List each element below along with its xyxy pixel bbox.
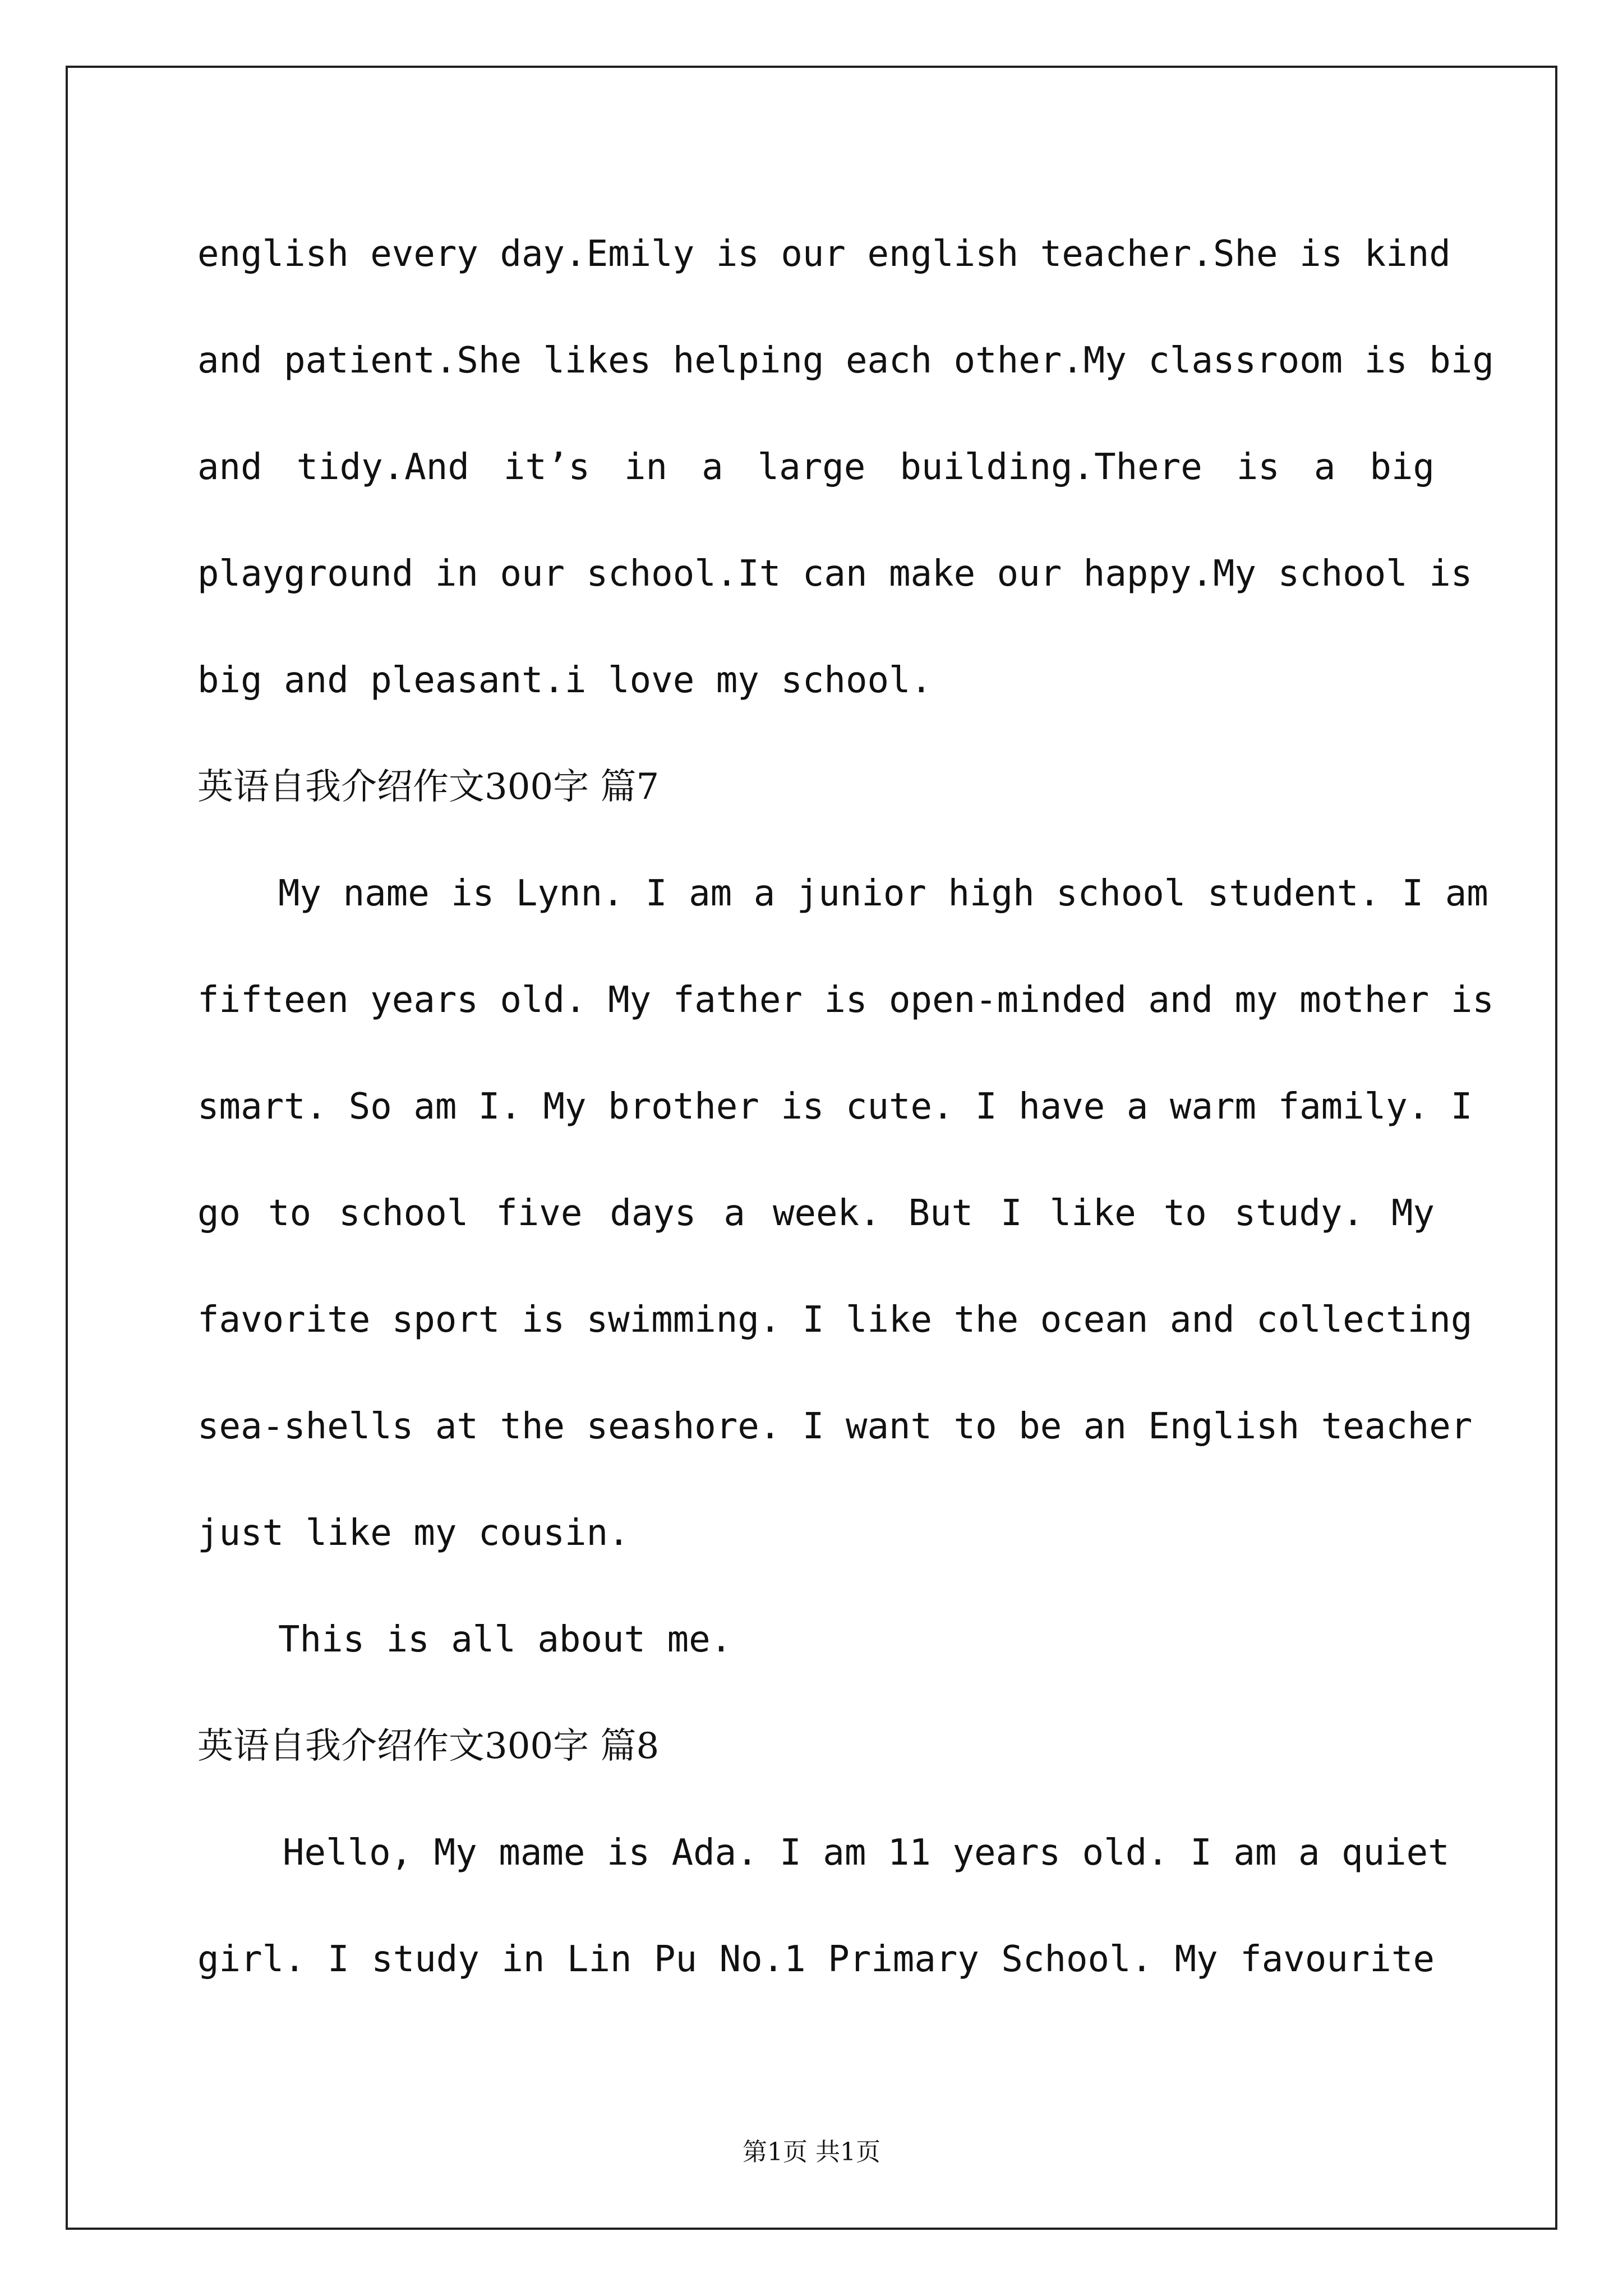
paragraph-line: This is all about me. xyxy=(278,1619,732,1660)
page-footer: 第1页 共1页 xyxy=(743,2138,880,2166)
paragraph-line: My name is Lynn. I am a junior high school student. I am xyxy=(278,873,1488,914)
paragraph-line: go to school five days a week. But I like to study. My xyxy=(197,1193,1435,1234)
paragraph-line: sea-shells at the seashore. I want to be an English teacher xyxy=(197,1406,1473,1447)
paragraph-line: english every day.Emily is our english teacher.She is kind xyxy=(197,233,1451,275)
paragraph-line: playground in our school.It can make our happy.My school is xyxy=(197,553,1473,595)
section-heading-7: 英语自我介绍作文300字 篇7 xyxy=(197,766,660,808)
paragraph-line: and tidy.And it’s in a large building.There is a big xyxy=(197,447,1435,488)
paragraph-line: and patient.She likes helping each other.My classroom is big xyxy=(197,340,1494,381)
paragraph-line: Hello, My mame is Ada. I am 11 years old. I am a quiet xyxy=(283,1832,1450,1874)
document-body xyxy=(197,201,1494,2013)
paragraph-line: girl. I study in Lin Pu No.1 Primary School. My favourite xyxy=(197,1939,1435,1980)
paragraph-line: just like my cousin. xyxy=(197,1512,630,1554)
paragraph-line: fifteen years old. My father is open-minded and my mother is xyxy=(197,979,1494,1021)
section-heading-8: 英语自我介绍作文300字 篇8 xyxy=(197,1726,660,1767)
paragraph-line: favorite sport is swimming. I like the ocean and collecting xyxy=(197,1299,1473,1341)
paragraph-line: smart. So am I. My brother is cute. I have a warm family. I xyxy=(197,1086,1473,1128)
paragraph-line: big and pleasant.i love my school. xyxy=(197,660,933,701)
